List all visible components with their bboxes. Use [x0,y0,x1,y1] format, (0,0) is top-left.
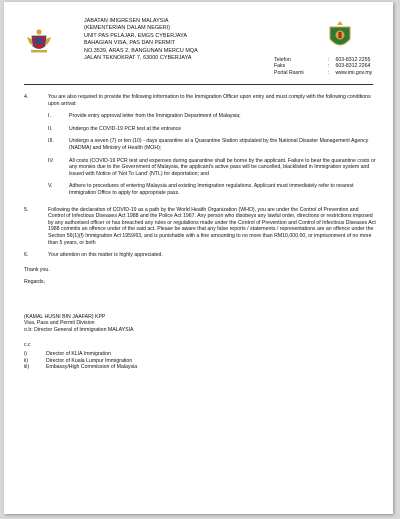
contact-sep: : [328,63,330,70]
cc-number: ii) [24,357,29,364]
agency-line: JALAN TEKNOKRAT 7, 63000 CYBERJAYA [84,55,192,62]
condition-text: Undergo a seven (7) or ten (10) - days quarantine at a Quarantine Station stipulated by the National Disaster Management Agency (NADMA) and Ministry of Health (MOH); [69,138,369,151]
cc-item [24,351,376,358]
contact-row-portal [274,70,393,76]
contact-value: 603-8312 2264 [335,63,371,70]
cc-number: i) [24,351,27,358]
cc-text: Director of Kuala Lumpur Immigration [46,357,133,364]
condition-number: IV. [48,157,54,164]
condition-text: All costs (COVID-19 PCR test and expenses during quarantine shall be borne by the applicant. Failure to bear the quarantine costs or any monies due to the Government of Malaysia, the applicant's active pass will be cancelled, blacklisted in Immigration system and issued with Notice of 'Not To Land' (NTL) for deportation; and [69,157,376,177]
cc-number: iii) [24,364,30,371]
paragraph-text: You are also required to provide the following information to the Immigration Officer upon entry and must comply with the following conditions upon arrival: [48,94,371,107]
paragraph-number: 4. [24,94,29,100]
cc-text: Director of KLIA Immigration [46,351,111,358]
immigration-emblem-icon [327,20,353,52]
condition-text: Undergo the COVID-19 PCR test at the entrance [69,125,182,132]
contact-sep: : [328,57,330,63]
cc-item [24,364,376,371]
contact-label: Portal Rasmi [274,69,304,76]
condition-item [48,183,376,196]
letter-body [24,94,376,371]
paragraph-number: 6. [24,252,29,259]
agency-line: UNIT PAS PELAJAR, EMGS CYBERJAYA [84,32,188,39]
condition-item [48,113,376,120]
agency-line: JABATAN IMIGRESEN MALAYSIA [84,18,169,24]
header-divider [24,84,373,85]
agency-address-block [84,18,274,62]
paragraph-6 [24,252,376,259]
thank-you-line: Thank you. [24,266,50,273]
document-page [4,2,393,514]
contact-label: Faks [274,63,286,70]
contact-label: Telefon [274,57,291,63]
contact-block [274,57,393,76]
condition-text: Provide entry approval letter from the Immigration Department of Malaysia; [69,113,241,120]
signatory-on-behalf: o.b: Director General of Immigration MALAYSIA [24,327,134,334]
paragraph-text: Following the declaration of COVID-19 as a path by the World Health Organization (WHO), you are under the Control of Prevention and Control of Infectious Diseases Act 1988 and the Police Act 1967. Any person who disobeys any lawful order, directions or restrictions imposed by any authorised officer or has breached any rules or regulations made under the Control of Prevention and Control of Infectious Diseases Act 1988 commits an offence under of the said act. Please be aware that any false reports / statements / representations are an offence under the Section 56(1)(f) Immigration Act 1959/63, and is punishable with a fine amounting to no more than RM10,000.00, or imprisonment of no more than 5 years, or both [48,206,376,246]
contact-value: www.imi.gov.my [335,69,373,76]
condition-text: Adhere to procedures of entering Malaysia and existing Immigration regulations. Applicant must immediately refer to nearest Immigration Office to apply for appropriate pass. [69,183,354,196]
contact-sep: : [328,69,330,76]
agency-line: NO.3539, ARAS 2, BANGUNAN MERCU MQA [84,47,198,54]
cc-item [24,358,376,365]
signatory-name: (KAMAL HUSNI BIN JAAFAR) KPP [24,313,106,320]
condition-item [48,126,376,133]
malaysia-coat-of-arms-icon [26,28,52,54]
condition-item [48,158,376,178]
condition-item [48,138,376,151]
paragraph-5 [24,207,376,247]
agency-line: BAHAGIAN VISA, PAS DAN PERMIT [84,40,176,47]
condition-number: III. [48,138,54,145]
paragraph-4 [24,94,376,107]
paragraph-number: 5. [24,206,29,213]
condition-number: I. [48,113,51,120]
signatory-division: Visa, Pass and Permit Division [24,320,95,327]
contact-value: 603-8312 2255 [335,57,371,63]
condition-number: V. [48,183,53,190]
regards-line: Regards, [24,279,46,286]
cc-label: c.c [24,341,31,348]
condition-number: II. [48,125,53,132]
paragraph-text: Your attention on this matter is highly appreciated. [48,252,163,259]
agency-line: (KEMENTERIAN DALAM NEGERI) [84,25,171,32]
cc-text: Embassy/High Commission of Malaysia [46,364,138,371]
